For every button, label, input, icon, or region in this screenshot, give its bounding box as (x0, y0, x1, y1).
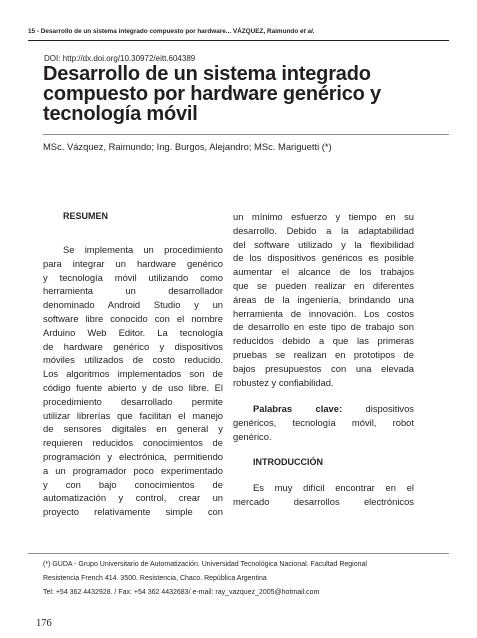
abstract-line: utilizar librerías que facilitan el manejo (43, 409, 223, 421)
abstract-line: que se pueden realizar en diferentes (233, 279, 414, 291)
abstract-line: de desarrollo en este tipo de trabajo son (233, 321, 414, 333)
introduccion-heading: INTRODUCCIÓN (253, 456, 323, 467)
resumen-heading: RESUMEN (63, 211, 109, 221)
keywords-line: Palabras clave: dispositivos (253, 403, 414, 415)
abstract-line: y tecnología móvil utilizando como (43, 271, 223, 283)
abstract-line: de sensores digitales en general y (43, 423, 223, 435)
abstract-line: áreas de la ingeniería, brindando una (233, 293, 414, 305)
abstract-line: herramienta de innovación. Los costos (233, 307, 414, 319)
running-header: 15 - Desarrollo de un sistema integrado compuesto por hardware... VÁZQUEZ, Raimundo et al. (28, 28, 315, 35)
authors-line: MSc. Vázquez, Raimundo; Ing. Burgos, Alejandro; MSc. Mariguetti (*) (43, 141, 332, 152)
running-header-et-al: et al. (300, 28, 315, 35)
right-column (233, 210, 414, 508)
keywords-label: Palabras clave: (253, 403, 343, 415)
abstract-line: requieren reducidos conocimientos de (43, 437, 223, 449)
abstract-line: herramienta un desarrollador (43, 285, 223, 297)
abstract-line: proyecto relativamente simple con (43, 506, 223, 518)
abstract-line: Se implementa un procedimiento (63, 244, 223, 255)
abstract-line: pruebas se realizan en prototipos de (233, 348, 414, 360)
abstract-line: móviles utilizados de costo reducido. (43, 354, 223, 366)
page-number: 176 (36, 618, 52, 629)
footnote-line: Resistencia French 414. 3500. Resistencia, Chaco. República Argentina (43, 575, 267, 582)
abstract-line: aumentar el alcance de los trabajos (233, 266, 414, 278)
abstract-line: procedimiento desarrollado permite (43, 395, 223, 407)
footnote-line: Tel: +54 362 4432928. / Fax: +54 362 4432683/ e-mail: ray_vazquez_2005@hotmail.com (43, 589, 320, 596)
title-line: tecnología móvil (43, 103, 198, 125)
abstract-line: un mínimo esfuerzo y tiempo en su (233, 211, 414, 222)
abstract-line: programación y electrónica, permitiendo (43, 450, 223, 462)
abstract-line: automatización y control, crear un (43, 492, 223, 504)
abstract-line: desarrollo. Debido a la adaptabilidad (233, 224, 414, 236)
left-column (43, 210, 223, 519)
abstract-line: bajos presupuestos con una elevada (233, 362, 414, 374)
article-title (43, 64, 443, 124)
intro-line: mercado desarrollos electrónicos (233, 495, 414, 507)
abstract-line: para integrar un hardware genérico (43, 257, 223, 269)
abstract-line: de los dispositivos genéricos es posible (233, 252, 414, 264)
abstract-line: código fuente abierto y de uso libre. El (43, 381, 223, 393)
footnote-rule (28, 553, 449, 554)
footnote-line: (*) GUDA - Grupo Universitario de Automatización. Universidad Tecnológica Nacional. Facultad Regional (43, 561, 367, 568)
abstract-line: Los algoritmos implementados son de (43, 368, 223, 380)
abstract-line: software libre conocido con el nombre (43, 312, 223, 324)
abstract-line: denominado Android Studio y un (43, 299, 223, 311)
abstract-line: de hardware genérico y dispositivos (43, 340, 223, 352)
title-line: Desarrollo de un sistema integrado (43, 63, 371, 85)
abstract-line: reducidos debido a que las primeras (233, 335, 414, 347)
header-rule (28, 40, 449, 41)
intro-line: Es muy difícil encontrar en el (253, 481, 414, 493)
footnote (43, 558, 367, 600)
keywords-line: genérico. (233, 430, 272, 442)
abstract-line: a un programador poco experimentado (43, 464, 223, 476)
abstract-line: Arduino Web Editor. La tecnología (43, 326, 223, 338)
abstract-line: y con bajo conocimientos de (43, 478, 223, 490)
abstract-line: del software utilizado y la flexibilidad (233, 238, 414, 250)
title-line: compuesto por hardware genérico y (43, 83, 381, 105)
keywords-line: genéricos, tecnología móvil, robot (233, 417, 414, 429)
abstract-line: robustez y confiabilidad. (233, 376, 334, 388)
title-rule (43, 134, 449, 135)
doi-link[interactable]: DOI: http://dx.doi.org/10.30972/eitt.604389 (44, 54, 196, 63)
